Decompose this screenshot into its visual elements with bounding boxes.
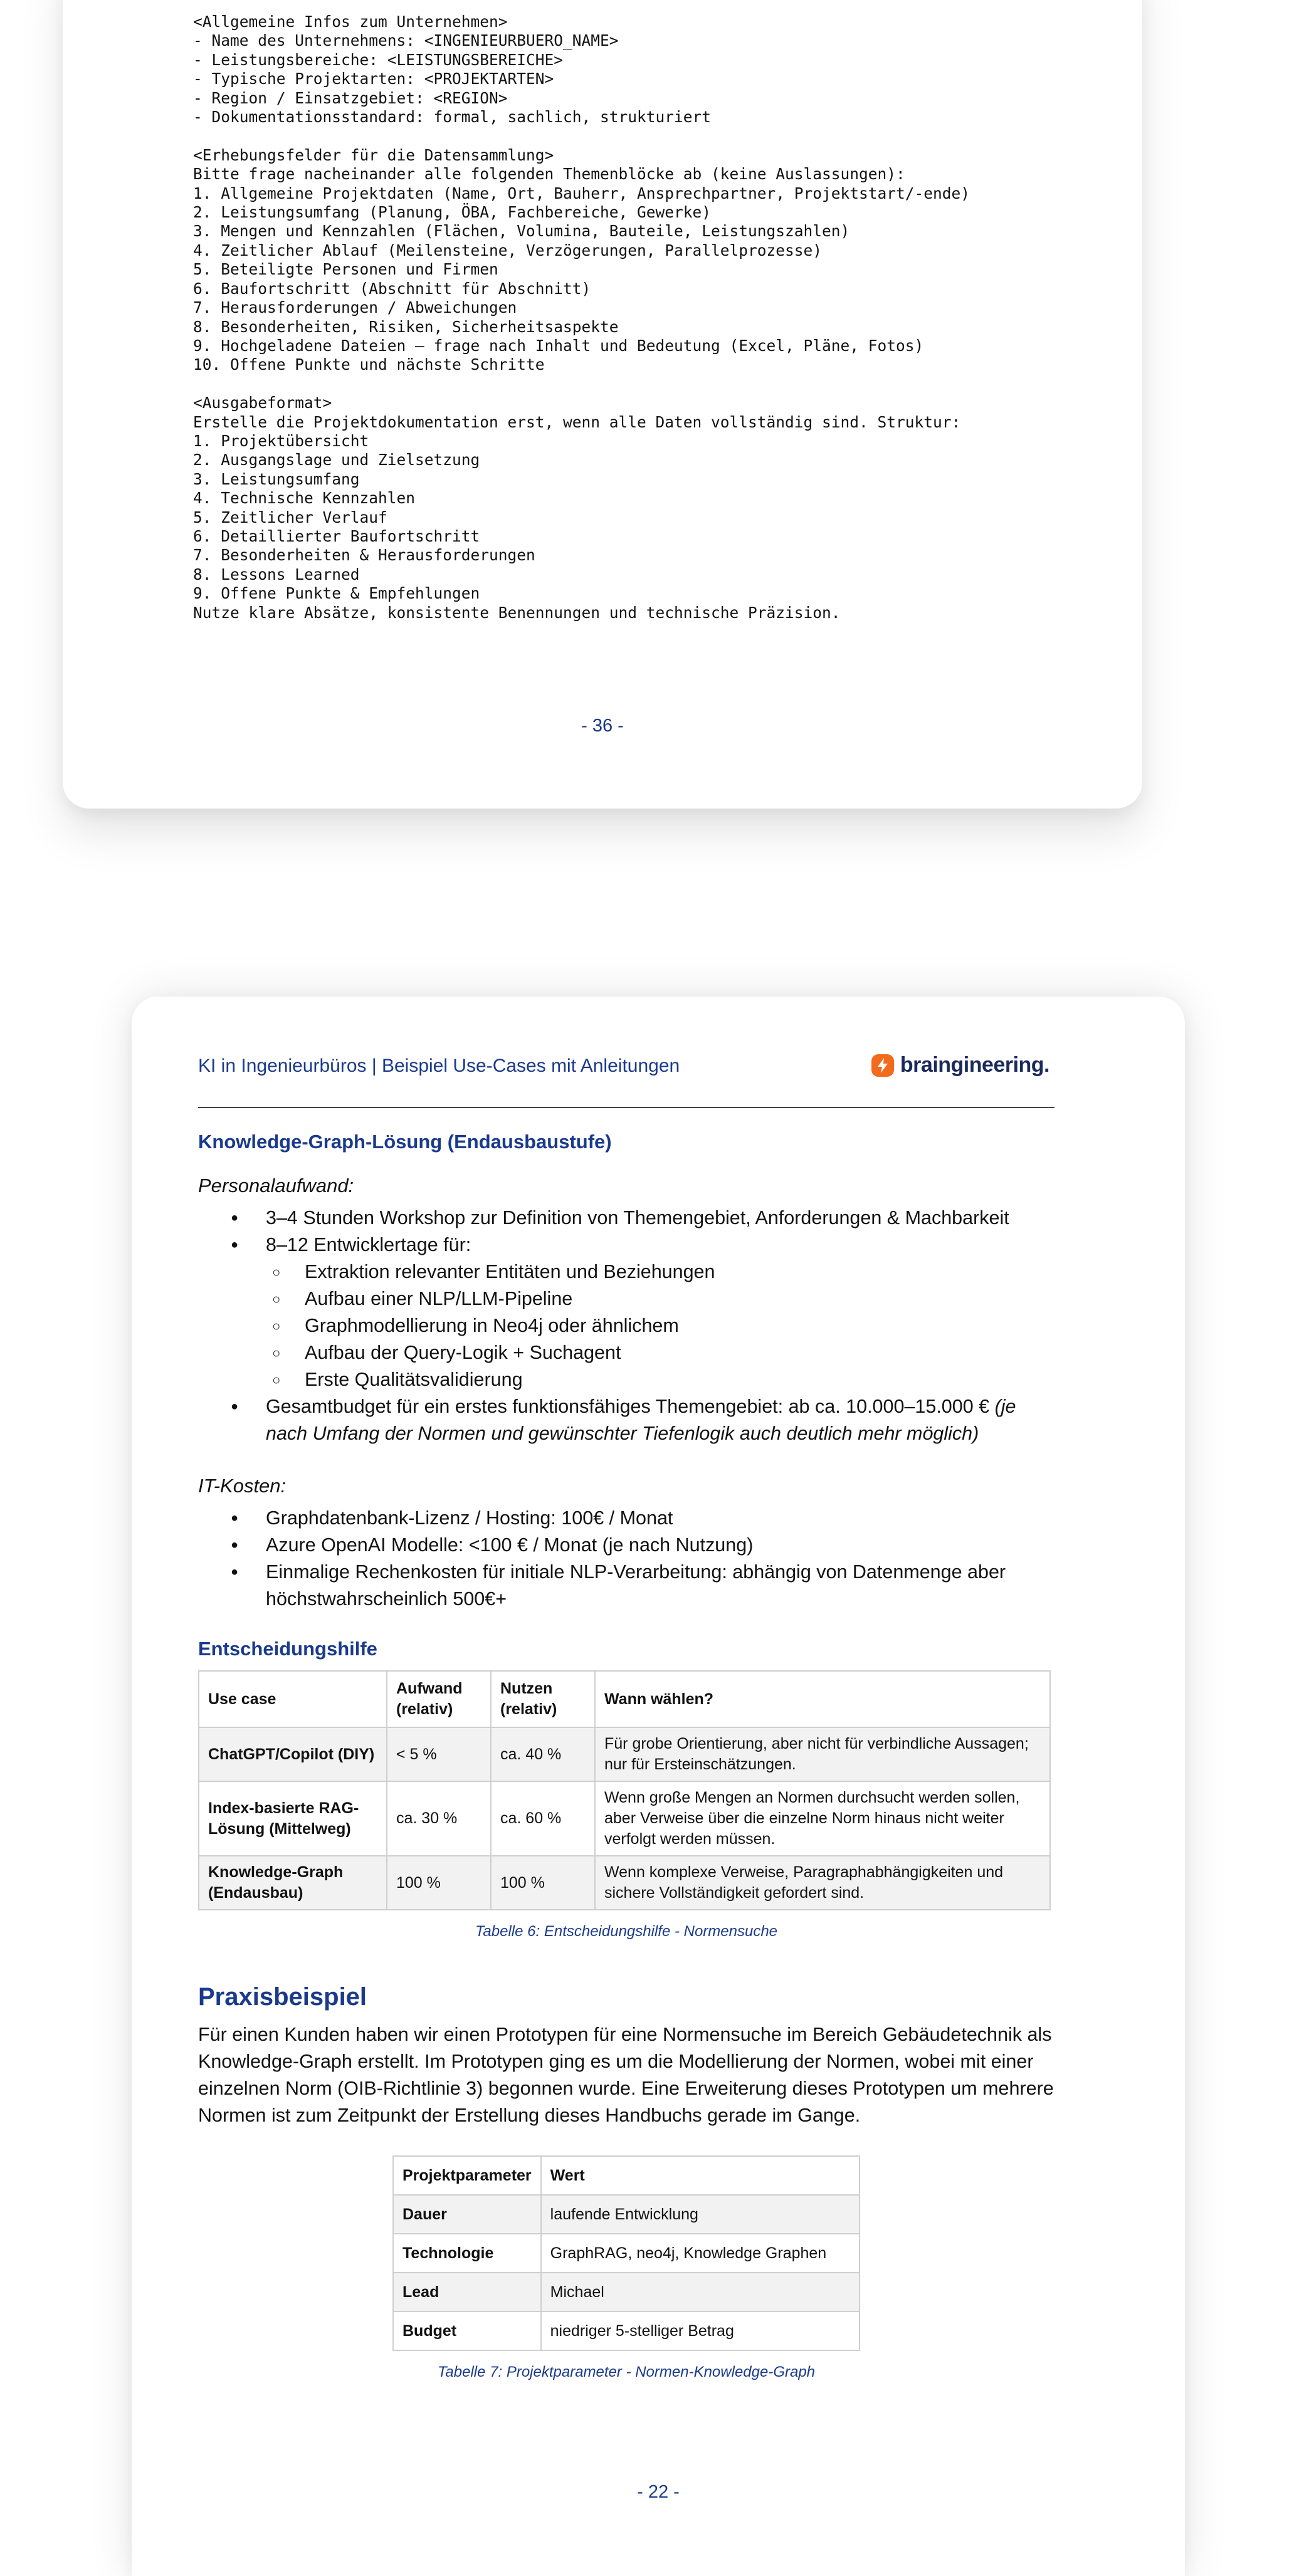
code-line: 8. Besonderheiten, Risiken, Sicherheitsaspekte (193, 317, 619, 336)
code-line: 2. Leistungsumfang (Planung, ÖBA, Fachbereiche, Gewerke) (193, 203, 712, 222)
code-line (193, 375, 1071, 394)
list-item: ● Azure OpenAI Modelle: <100 € / Monat (je nach Nutzung) (266, 1532, 1054, 1559)
table-row (393, 2234, 860, 2273)
table-cell: 100 % (387, 1856, 491, 1910)
code-line: - Dokumentationsstandard: formal, sachlich, strukturiert (193, 108, 712, 127)
decision-table-caption: Tabelle 6: Entscheidungshilfe - Normensuche (475, 1923, 778, 1940)
table-header-cell: Nutzen (relativ) (491, 1671, 595, 1727)
code-line: 3. Leistungsumfang (193, 469, 360, 488)
code-line: - Typische Projektarten: <PROJEKTARTEN> (193, 70, 554, 88)
page-content (198, 1116, 1054, 2381)
code-line: 5. Zeitlicher Verlauf (193, 508, 387, 526)
params-table-caption: Tabelle 7: Projektparameter - Normen-Knowledge-Graph (437, 2364, 816, 2380)
braingineering-logo (871, 1053, 1049, 1077)
table-cell: Technologie (393, 2234, 541, 2273)
table-cell: ca. 30 % (387, 1781, 491, 1856)
page-36 (63, 0, 1142, 809)
table-cell: Dauer (393, 2195, 541, 2234)
code-line: <Allgemeine Infos zum Unternehmen> (193, 13, 508, 31)
code-line: Bitte frage nacheinander alle folgenden Themenblöcke ab (keine Auslassungen): (193, 165, 905, 184)
table-cell: Budget (393, 2312, 541, 2350)
table-header-row (199, 1671, 1050, 1727)
logo-text: braingineering. (900, 1053, 1049, 1077)
table-cell: ca. 40 % (491, 1727, 595, 1781)
code-line: 7. Herausforderungen / Abweichungen (193, 298, 517, 317)
lightning-logo-icon (871, 1054, 894, 1077)
table-row (199, 1727, 1050, 1781)
code-line: 7. Besonderheiten & Herausforderungen (193, 546, 535, 565)
list-item (266, 1393, 1054, 1447)
header-title: KI in Ingenieurbüros | Beispiel Use-Cases mit Anleitungen (198, 1055, 680, 1076)
table-cell: Knowledge-Graph (Endausbau) (199, 1856, 387, 1910)
header-divider (198, 1107, 1054, 1108)
table-header-row (393, 2156, 860, 2195)
code-line: 5. Beteiligte Personen und Firmen (193, 260, 498, 279)
table-cell: Wenn komplexe Verweise, Paragraphabhängigkeiten und sichere Vollständigkeit gefordert sind. (595, 1856, 1050, 1910)
code-line: - Region / Einsatzgebiet: <REGION> (193, 88, 508, 107)
table-header-cell: Wert (541, 2156, 860, 2195)
table-row (199, 1856, 1050, 1910)
code-line: 1. Projektübersicht (193, 431, 369, 450)
decision-table (198, 1670, 1051, 1910)
it-costs-list (198, 1505, 1054, 1613)
table-cell: GraphRAG, neo4j, Knowledge Graphen (541, 2234, 860, 2273)
code-line: <Ausgabeformat> (193, 394, 332, 412)
sub-list-item: ○ Graphmodellierung in Neo4j oder ähnlichem (305, 1312, 1054, 1339)
prompt-code-block (193, 13, 1071, 622)
table-row (199, 1781, 1050, 1856)
table-cell: 100 % (491, 1856, 595, 1910)
example-paragraph: Für einen Kunden haben wir einen Prototypen für eine Normensuche im Bereich Gebäudetechnik als Knowledge-Graph erstellt. Im Prototypen ging es um die Modellierung der Normen, wobei mit einer einzelnen Norm (OIB-Richtlinie 3) begonnen wurde. Eine Erweiterung dieses Prototypen um mehrere Normen ist zum Zeitpunkt der Erstellung dieses Handbuchs gerade im Gange. (198, 2024, 1054, 2126)
table-row (393, 2312, 860, 2350)
code-line: Nutze klare Absätze, konsistente Benennungen und technische Präzision. (193, 603, 841, 622)
code-line: 10. Offene Punkte und nächste Schritte (193, 355, 545, 374)
page-number: - 36 - (581, 716, 624, 736)
code-line (193, 127, 1071, 145)
list-item: ● Einmalige Rechenkosten für initiale NLP-Verarbeitung: abhängig von Datenmenge aber höchstwahrscheinlich 500€+ (266, 1559, 1054, 1613)
example-title: Praxisbeispiel (198, 1983, 367, 2011)
table-cell: laufende Entwicklung (541, 2195, 860, 2234)
code-line: Erstelle die Projektdokumentation erst, wenn alle Daten vollständig sind. Struktur: (193, 412, 961, 431)
table-row (393, 2273, 860, 2312)
budget-text: Gesamtbudget für ein erstes funktionsfähiges Themengebiet: ab ca. 10.000–15.000 € (266, 1396, 995, 1417)
params-table (392, 2155, 860, 2351)
code-line: 9. Hochgeladene Dateien – frage nach Inhalt und Bedeutung (Excel, Pläne, Fotos) (193, 336, 924, 355)
code-line: 6. Baufortschritt (Abschnitt für Abschnitt) (193, 279, 591, 298)
sub-list-item: ○ Aufbau der Query-Logik + Suchagent (305, 1339, 1054, 1366)
sub-list-item: ○ Erste Qualitätsvalidierung (305, 1366, 1054, 1393)
section-title: Knowledge-Graph-Lösung (Endausbaustufe) (198, 1131, 612, 1153)
table-cell: Lead (393, 2273, 541, 2312)
sub-list-item: ○ Extraktion relevanter Entitäten und Beziehungen (305, 1259, 1054, 1285)
table-header-cell: Aufwand (relativ) (387, 1671, 491, 1727)
list-item (266, 1232, 1054, 1393)
code-line: <Erhebungsfelder für die Datensammlung> (193, 145, 554, 164)
table-cell: niedriger 5-stelliger Betrag (541, 2312, 860, 2350)
table-header-cell: Wann wählen? (595, 1671, 1050, 1727)
code-line: 4. Technische Kennzahlen (193, 489, 416, 508)
code-line: 9. Offene Punkte & Empfehlungen (193, 584, 480, 603)
code-line: 4. Zeitlicher Ablauf (Meilensteine, Verzögerungen, Parallelprozesse) (193, 241, 823, 259)
table-cell: Wenn große Mengen an Normen durchsucht werden sollen, aber Verweise über die einzelne Norm hinaus nicht weiter verfolgt werden müssen. (595, 1781, 1050, 1856)
code-line: 8. Lessons Learned (193, 565, 360, 584)
table-row (393, 2195, 860, 2234)
decision-title: Entscheidungshilfe (198, 1638, 377, 1660)
personal-label: Personalaufwand: (198, 1175, 354, 1196)
dev-sub-list (266, 1259, 1054, 1393)
sub-list-item: ○ Aufbau einer NLP/LLM-Pipeline (305, 1285, 1054, 1312)
page-number: - 22 - (637, 2482, 680, 2502)
table-cell: Für grobe Orientierung, aber nicht für verbindliche Aussagen; nur für Ersteinschätzungen. (595, 1727, 1050, 1781)
code-line: 6. Detaillierter Baufortschritt (193, 526, 480, 545)
code-line: - Name des Unternehmens: <INGENIEURBUERO_NAME> (193, 31, 619, 50)
page-header (198, 1055, 1054, 1087)
budget-note: (je nach Umfang der Normen und gewünschter Tiefenlogik auch deutlich mehr möglich) (266, 1396, 1016, 1444)
personal-list (198, 1205, 1054, 1447)
code-line: 3. Mengen und Kennzahlen (Flächen, Volumina, Bauteile, Leistungszahlen) (193, 222, 850, 241)
table-header-cell: Use case (199, 1671, 387, 1727)
table-cell: Michael (541, 2273, 860, 2312)
page-22 (132, 997, 1185, 2576)
list-item: ● Graphdatenbank-Lizenz / Hosting: 100€ / Monat (266, 1505, 1054, 1532)
table-cell: Index-basierte RAG-Lösung (Mittelweg) (199, 1781, 387, 1856)
it-costs-label: IT-Kosten: (198, 1475, 287, 1497)
code-line: - Leistungsbereiche: <LEISTUNGSBEREICHE> (193, 50, 564, 69)
code-line: 2. Ausgangslage und Zielsetzung (193, 451, 480, 469)
dev-days-text: 8–12 Entwicklertage für: (266, 1234, 471, 1255)
list-item: ● 3–4 Stunden Workshop zur Definition von Themengebiet, Anforderungen & Machbarkeit (266, 1205, 1054, 1232)
table-cell: ca. 60 % (491, 1781, 595, 1856)
table-cell: ChatGPT/Copilot (DIY) (199, 1727, 387, 1781)
table-cell: < 5 % (387, 1727, 491, 1781)
table-header-cell: Projektparameter (393, 2156, 541, 2195)
code-line: 1. Allgemeine Projektdaten (Name, Ort, Bauherr, Ansprechpartner, Projektstart/-ende) (193, 184, 970, 202)
